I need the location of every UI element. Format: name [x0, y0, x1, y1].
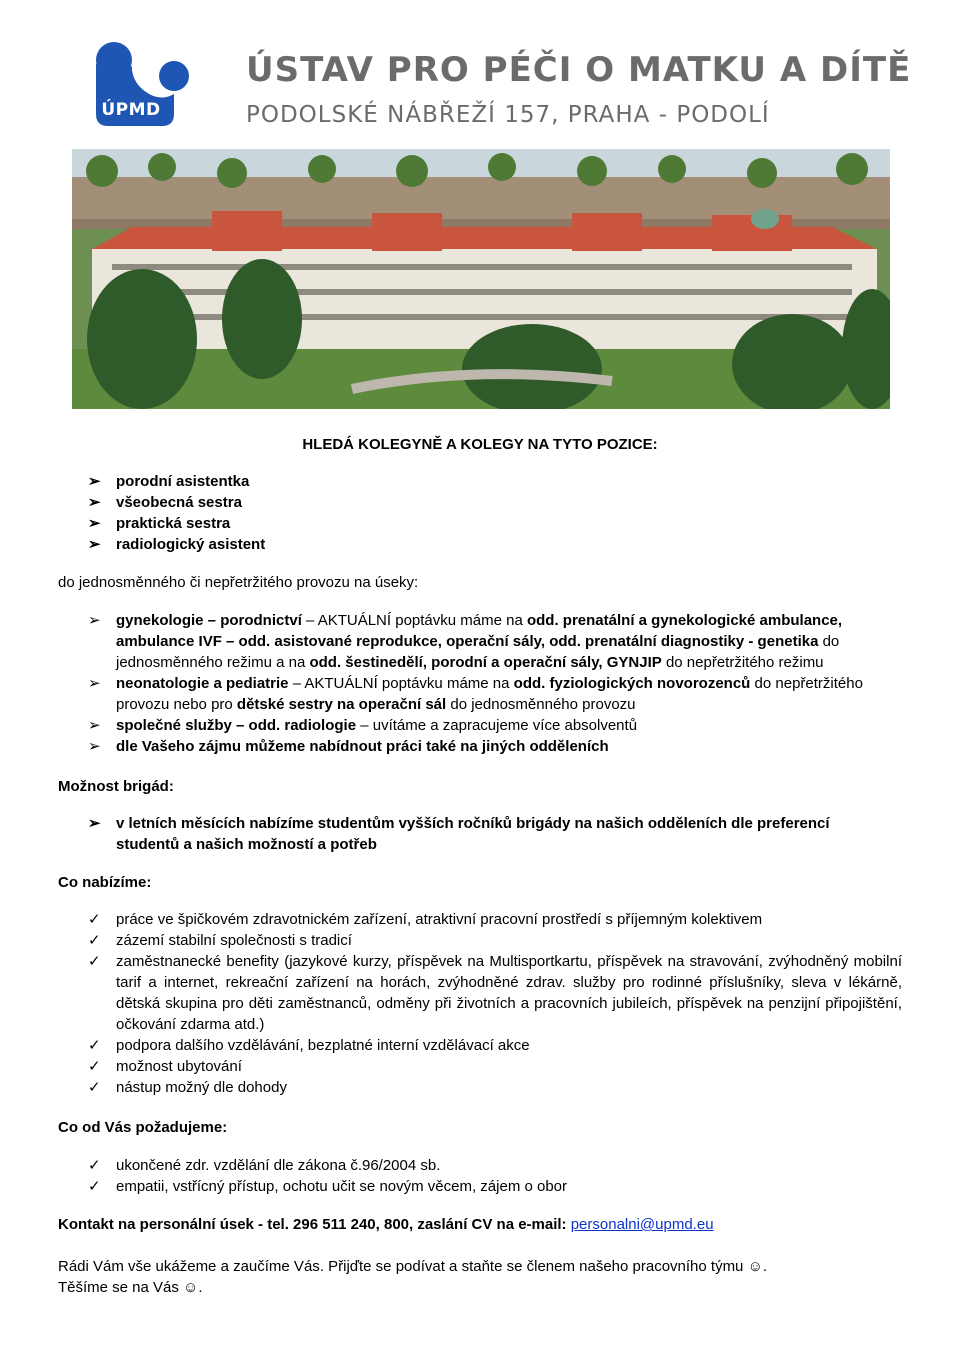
list-item: ✓ nástup možný dle dohody [88, 1079, 287, 1096]
logo-text: ÚPMD [101, 100, 161, 120]
units-intro: do jednosměnného či nepřetržitého provozu na úseky: [58, 574, 419, 591]
brigady-title: Možnost brigád: [58, 778, 174, 795]
units-list [88, 610, 902, 757]
check-bullet-icon: ✓ [88, 1157, 101, 1174]
check-bullet-icon: ✓ [88, 1058, 101, 1075]
arrow-bullet-icon: ➢ [88, 612, 101, 629]
arrow-bullet-icon: ➢ [88, 536, 101, 553]
check-bullet-icon: ✓ [88, 1178, 101, 1195]
arrow-bullet-icon: ➢ [88, 675, 101, 692]
check-bullet-icon: ✓ [88, 911, 101, 928]
require-title: Co od Vás požadujeme: [58, 1119, 228, 1136]
arrow-bullet-icon: ➢ [88, 473, 101, 490]
list-item: ➢ dle Vašeho zájmu můžeme nabídnout práci také na jiných odděleních [88, 738, 609, 755]
list-item: ✓ zaměstnanecké benefity (jazykové kurzy, příspěvek na Multisportkartu, příspěvek na stravování, zvýhodněný mobilní tarif a internet, rekreační zařízení na horách, zvýhodněné zdrav. služby pro rodinné příslušníky, sleva v lékárně, dětská skupina pro děti zaměstnanců, odměny při životních a pracovních jubileích, příspěvek na penzijní připojištění, očkování zdarma atd.) [88, 953, 902, 1033]
brigady-list [88, 813, 888, 855]
offer-title: Co nabízíme: [58, 874, 152, 891]
list-item: ✓ ukončené zdr. vzdělání dle zákona č.96/2004 sb. [88, 1157, 441, 1174]
list-item: ➢ společné služby – odd. radiologie – uvítáme a zapracujeme více absolventů [88, 717, 638, 734]
check-bullet-icon: ✓ [88, 1079, 101, 1096]
list-item: ✓ práce ve špičkovém zdravotnickém zařízení, atraktivní pracovní prostředí s příjemným kolektivem [88, 911, 763, 928]
contact-line: Kontakt na personální úsek - tel. 296 511 240, 800, zaslání CV na e-mail: personalni@upmd.eu [58, 1216, 714, 1233]
list-item: ➢ v letních měsících nabízíme studentům vyšších ročníků brigády na našich odděleních dle preferencí studentů a našich možností a potřeb [88, 815, 830, 853]
closing-line-1: Rádi Vám vše ukážeme a zaučíme Vás. Přijďte se podívat a staňte se členem našeho pracovního týmu ☺. [58, 1258, 768, 1275]
arrow-bullet-icon: ➢ [88, 494, 101, 511]
email-link[interactable]: personalni@upmd.eu [570, 1216, 714, 1233]
offer-list [88, 909, 902, 1098]
list-item: ➢ neonatologie a pediatrie – AKTUÁLNÍ poptávku máme na odd. fyziologických novorozenců do nepřetržitého provozu nebo pro dětské sestry na operační sál do jednosměnného provozu [88, 675, 863, 713]
list-item: ➢ všeobecná sestra [88, 494, 242, 511]
institution-title: ÚSTAV PRO PÉČI O MATKU A DÍTĚ [246, 50, 912, 90]
check-bullet-icon: ✓ [88, 1037, 101, 1054]
list-item: ✓ empatii, vstřícný přístup, ochotu učit se novým věcem, zájem o obor [88, 1178, 568, 1195]
institution-address: PODOLSKÉ NÁBŘEŽÍ 157, PRAHA - PODOLÍ [246, 102, 770, 128]
list-item: ➢ praktická sestra [88, 515, 231, 532]
list-item: ➢ porodní asistentka [88, 473, 250, 490]
arrow-bullet-icon: ➢ [88, 515, 101, 532]
arrow-bullet-icon: ➢ [88, 738, 101, 755]
hospital-building-photo [72, 149, 890, 409]
list-item: ✓ zázemí stabilní společnosti s tradicí [88, 932, 352, 949]
list-item: ✓ možnost ubytování [88, 1058, 242, 1075]
upmd-logo [88, 36, 194, 130]
positions-heading: HLEDÁ KOLEGYNĚ A KOLEGY NA TYTO POZICE: [302, 436, 658, 453]
check-bullet-icon: ✓ [88, 932, 101, 949]
arrow-bullet-icon: ➢ [88, 717, 101, 734]
check-bullet-icon: ✓ [88, 953, 101, 970]
list-item: ➢ gynekologie – porodnictví – AKTUÁLNÍ poptávku máme na odd. prenatální a gynekologické ambulance, ambulance IVF – odd. asistované reprodukce, operační sály, odd. prenatální diagnostiky - genetika do jednosměnného režimu a na odd. šestinedělí, porodní a operační sály, GYNJIP do nepřetržitého režimu [88, 612, 843, 671]
require-list [88, 1155, 902, 1197]
list-item: ➢ radiologický asistent [88, 536, 266, 553]
positions-list [88, 471, 265, 555]
list-item: ✓ podpora dalšího vzdělávání, bezplatné interní vzdělávací akce [88, 1037, 530, 1054]
closing-line-2: Těšíme se na Vás ☺. [58, 1279, 203, 1296]
arrow-bullet-icon: ➢ [88, 815, 101, 832]
